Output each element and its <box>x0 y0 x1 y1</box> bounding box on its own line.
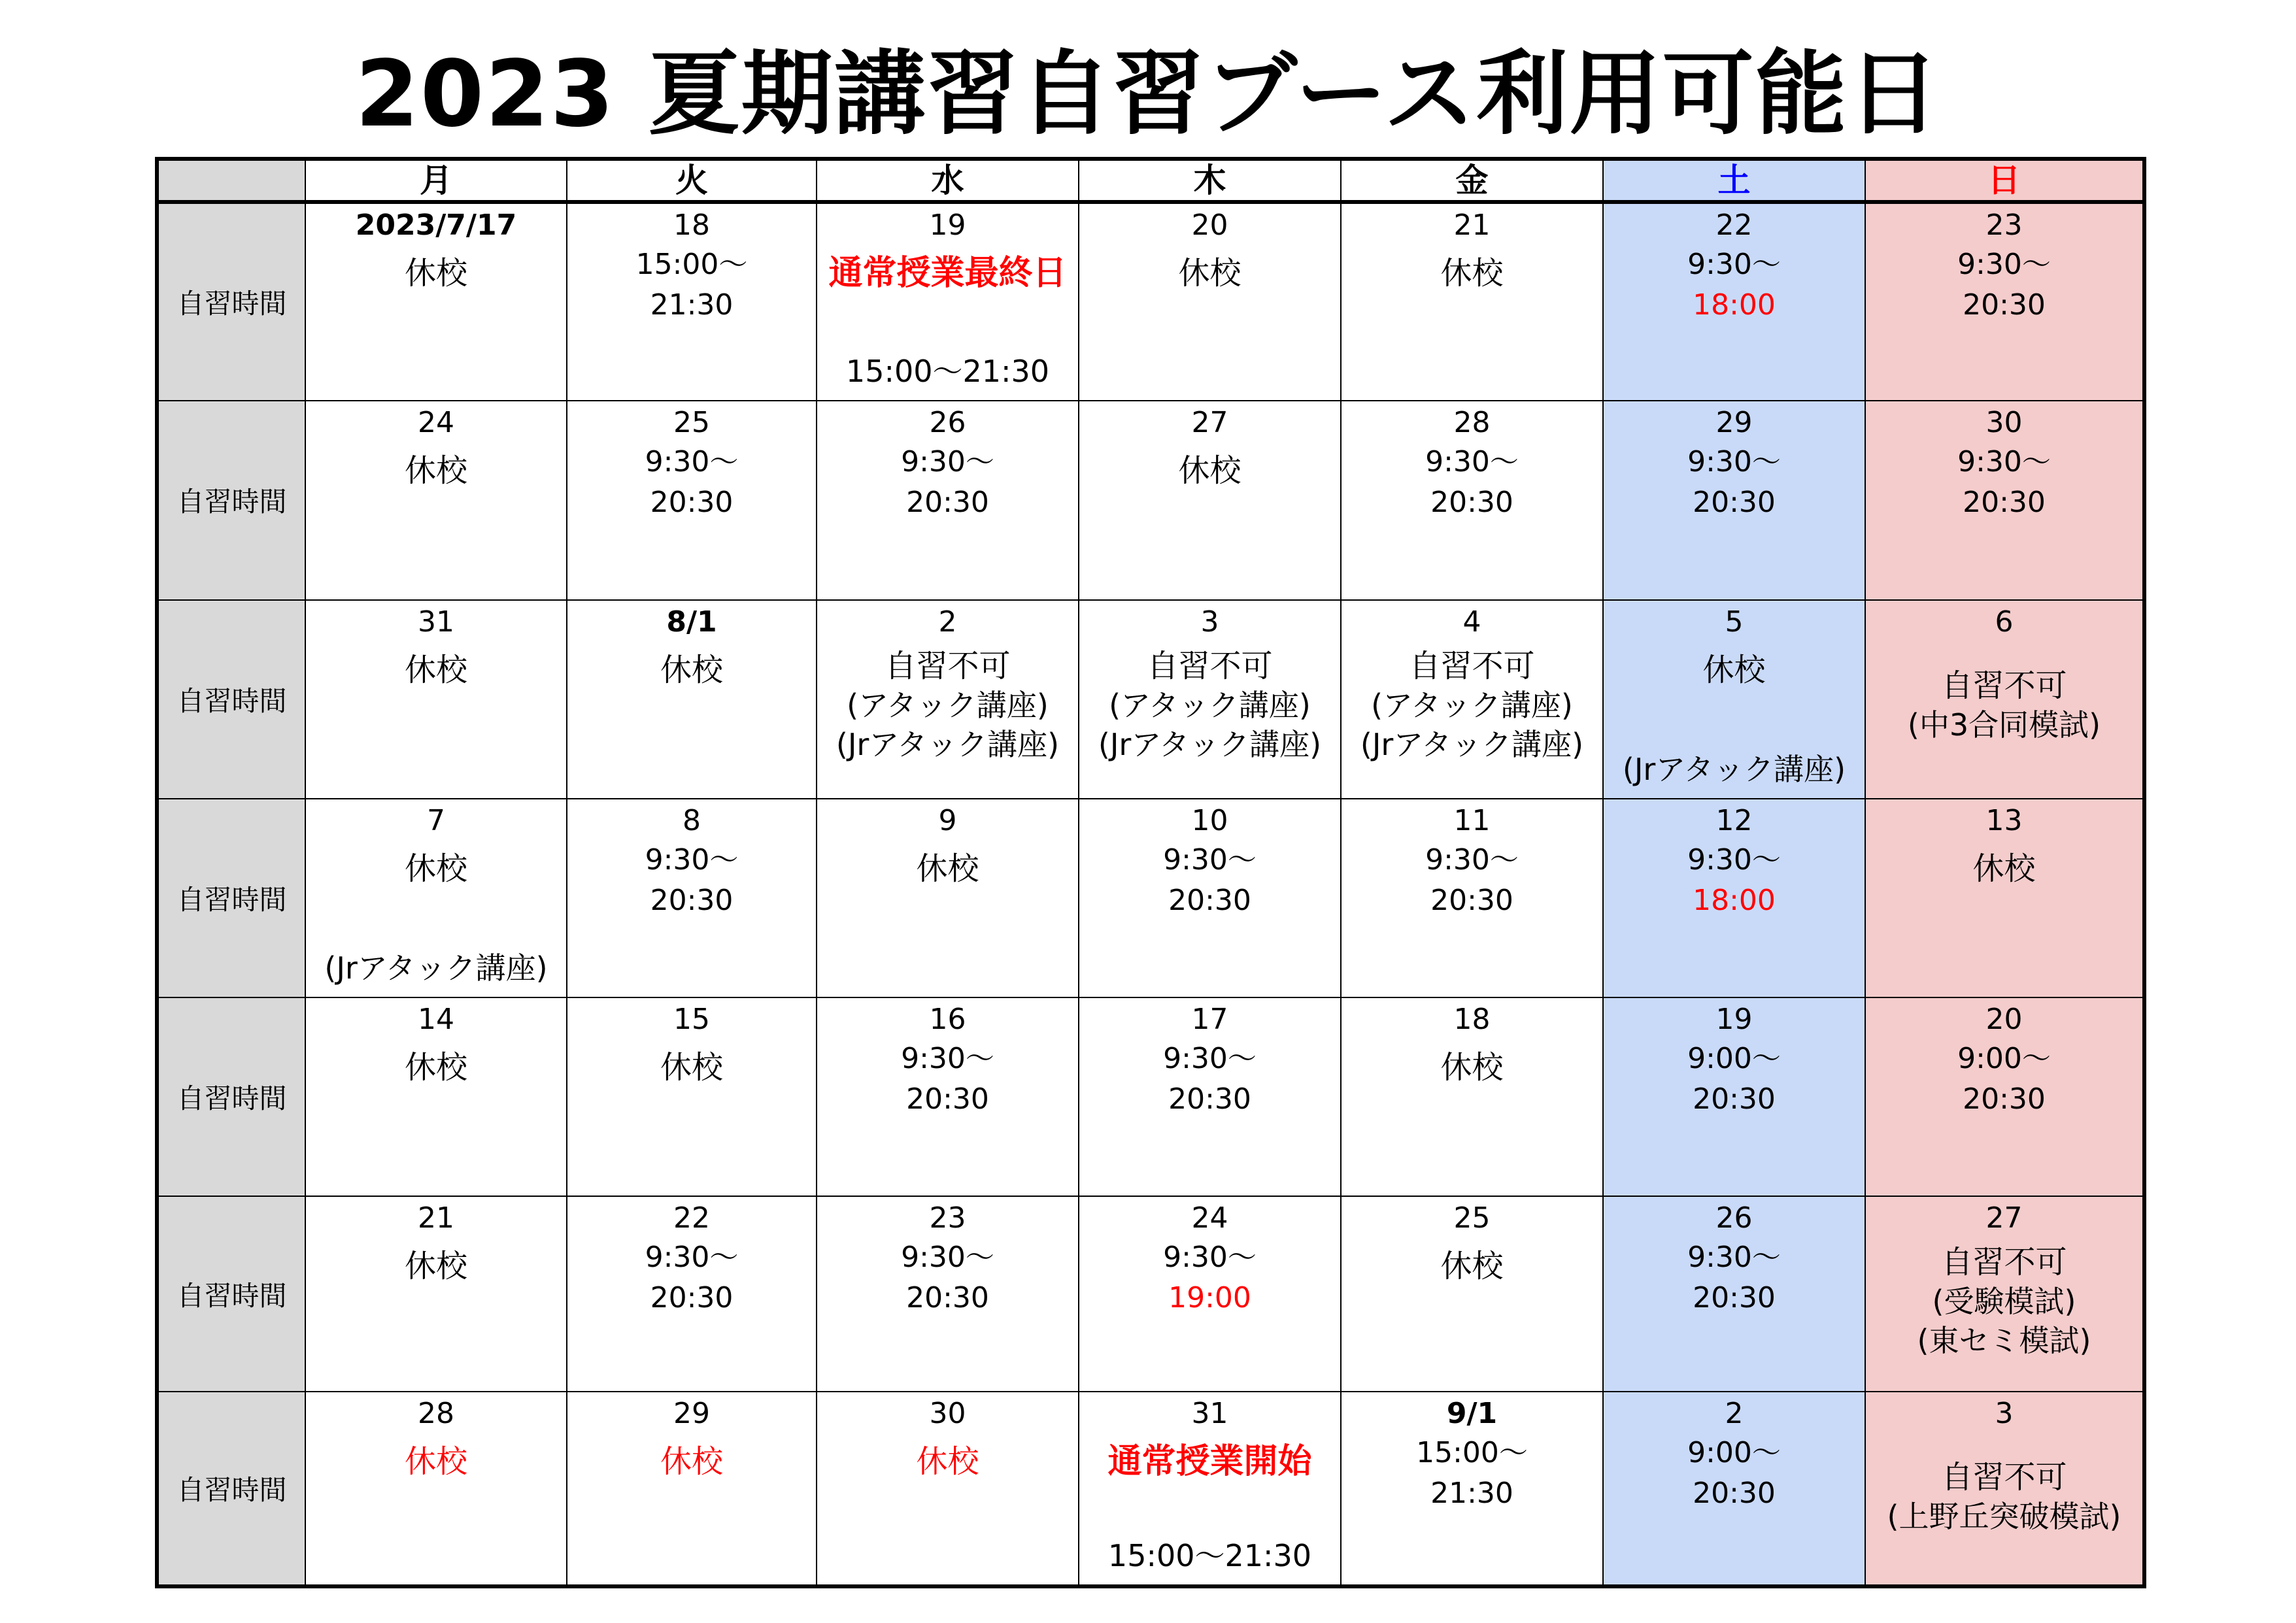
day-line: 自習不可 <box>885 647 1011 684</box>
day-date: 19 <box>929 209 966 242</box>
day-date: 18 <box>1453 1003 1491 1037</box>
day-status: 通常授業最終日 <box>828 254 1067 293</box>
day-date: 24 <box>1191 1201 1228 1235</box>
day-time: 15:00〜 <box>1416 1435 1528 1469</box>
day-line: (受験模試) <box>1932 1284 2076 1320</box>
day-date: 13 <box>1985 803 2023 837</box>
weekday-header-row <box>157 159 2144 202</box>
day-date: 5 <box>1725 605 1744 639</box>
day-cell <box>305 1392 567 1586</box>
day-time: 9:00〜 <box>1957 1042 2051 1076</box>
day-status: 休校 <box>916 1443 979 1480</box>
day-cell <box>1341 997 1603 1196</box>
day-cell <box>1341 799 1603 997</box>
day-line: 自習不可 <box>1941 667 2067 704</box>
day-time: 9:30〜 <box>1425 445 1519 479</box>
day-time: 15:00〜 <box>635 248 748 281</box>
day-status: 休校 <box>660 1049 723 1086</box>
day-date: 2 <box>938 605 957 639</box>
day-status: 休校 <box>404 452 467 490</box>
day-cell <box>817 799 1079 997</box>
weekday-sun: 日 <box>1865 159 2144 202</box>
day-status: 休校 <box>404 1443 467 1480</box>
day-date: 29 <box>1715 406 1753 440</box>
day-cell <box>1603 202 1865 401</box>
day-cell <box>1079 600 1341 799</box>
header-corner <box>157 159 305 202</box>
row-label: 自習時間 <box>157 997 305 1196</box>
week-row <box>157 799 2144 997</box>
day-date: 8/1 <box>666 605 717 639</box>
row-label: 自習時間 <box>157 202 305 401</box>
day-time: 9:30〜 <box>1425 843 1519 877</box>
day-date: 21 <box>1453 209 1491 242</box>
day-cell <box>1079 799 1341 997</box>
day-date: 16 <box>929 1003 966 1037</box>
day-date: 27 <box>1191 406 1228 440</box>
day-cell <box>817 600 1079 799</box>
day-time: 9:30〜 <box>1687 445 1781 479</box>
day-date: 14 <box>418 1003 454 1037</box>
day-cell <box>1341 1196 1603 1391</box>
day-time: 20:30 <box>650 486 734 520</box>
day-status: 休校 <box>404 1049 467 1086</box>
day-time: 20:30 <box>906 1281 989 1315</box>
day-time: 20:30 <box>1693 1281 1776 1315</box>
weekday-tue: 火 <box>567 159 817 202</box>
day-date: 11 <box>1453 803 1491 837</box>
day-time: 9:30〜 <box>645 445 739 479</box>
day-cell <box>305 799 567 997</box>
day-cell <box>1865 799 2144 997</box>
day-date: 3 <box>1200 605 1219 639</box>
day-time: 9:30〜 <box>901 1241 994 1275</box>
day-date: 26 <box>929 406 966 440</box>
day-date: 22 <box>1715 209 1753 242</box>
day-cell <box>567 401 817 599</box>
week-row <box>157 202 2144 401</box>
day-date: 19 <box>1715 1003 1753 1037</box>
week-row <box>157 401 2144 599</box>
day-status: 休校 <box>1440 1248 1504 1285</box>
day-status: 休校 <box>1972 850 2036 887</box>
day-cell <box>305 1196 567 1391</box>
day-cell <box>817 401 1079 599</box>
day-date: 24 <box>418 406 454 440</box>
day-date: 3 <box>1995 1396 2014 1430</box>
day-note: (Jrアタック講座) <box>1622 751 1846 787</box>
week-row <box>157 1392 2144 1586</box>
day-status: 休校 <box>1440 255 1504 292</box>
day-status: 休校 <box>916 850 979 887</box>
day-time: 20:30 <box>906 1082 989 1116</box>
day-note: 15:00〜21:30 <box>1107 1538 1312 1573</box>
day-date: 25 <box>673 406 710 440</box>
day-cell <box>1079 1196 1341 1391</box>
weekday-mon: 月 <box>305 159 567 202</box>
day-line: (上野丘突破模試) <box>1887 1498 2121 1534</box>
day-date: 21 <box>418 1201 454 1235</box>
day-line: (アタック講座) <box>1109 687 1311 723</box>
day-status: 休校 <box>404 1248 467 1285</box>
day-line: (東セミ模試) <box>1917 1323 2091 1359</box>
day-cell <box>1341 1392 1603 1586</box>
day-date: 25 <box>1453 1201 1491 1235</box>
day-status: 休校 <box>404 850 467 887</box>
day-time: 20:30 <box>1693 1082 1776 1116</box>
day-date: 7 <box>427 803 445 837</box>
day-cell <box>1603 1392 1865 1586</box>
day-date: 8 <box>683 803 701 837</box>
day-date: 6 <box>1995 605 2014 639</box>
day-cell <box>1603 401 1865 599</box>
day-date: 31 <box>1191 1396 1228 1430</box>
day-time: 9:30〜 <box>1163 843 1257 877</box>
day-cell <box>1341 600 1603 799</box>
day-date: 20 <box>1191 209 1228 242</box>
row-label: 自習時間 <box>157 1392 305 1586</box>
day-line: (中3合同模試) <box>1907 707 2101 743</box>
day-time: 19:00 <box>1168 1281 1251 1315</box>
day-time: 21:30 <box>1430 1476 1513 1510</box>
day-line: 自習不可 <box>1941 1458 2067 1496</box>
day-time: 9:30〜 <box>1163 1042 1257 1076</box>
weekday-thu: 木 <box>1079 159 1341 202</box>
day-status: 休校 <box>404 651 467 688</box>
week-row <box>157 600 2144 799</box>
day-status: 休校 <box>1178 255 1241 292</box>
day-time: 9:30〜 <box>901 1042 994 1076</box>
day-cell <box>1341 401 1603 599</box>
day-date: 26 <box>1715 1201 1753 1235</box>
day-status: 休校 <box>660 651 723 688</box>
day-status: 通常授業開始 <box>1107 1441 1312 1481</box>
day-cell <box>567 997 817 1196</box>
day-time: 20:30 <box>1693 1476 1776 1510</box>
day-time: 20:30 <box>906 486 989 520</box>
day-line: (アタック講座) <box>1371 687 1573 723</box>
day-cell <box>817 202 1079 401</box>
day-date: 29 <box>673 1396 710 1430</box>
day-date: 12 <box>1715 803 1753 837</box>
row-label: 自習時間 <box>157 600 305 799</box>
day-status: 休校 <box>1702 651 1766 688</box>
row-label: 自習時間 <box>157 401 305 599</box>
day-date: 9 <box>938 803 957 837</box>
day-time: 9:30〜 <box>645 843 739 877</box>
day-cell <box>1603 1196 1865 1391</box>
day-date: 22 <box>673 1201 710 1235</box>
day-cell <box>567 600 817 799</box>
day-time: 20:30 <box>650 1281 734 1315</box>
day-cell <box>1079 1392 1341 1586</box>
day-time: 20:30 <box>1963 1082 2046 1116</box>
day-line: 自習不可 <box>1409 647 1535 684</box>
day-time: 18:00 <box>1693 883 1776 917</box>
day-cell <box>817 997 1079 1196</box>
week-row <box>157 1196 2144 1391</box>
day-cell <box>1079 997 1341 1196</box>
day-cell <box>1865 202 2144 401</box>
day-cell <box>1865 997 2144 1196</box>
day-date: 9/1 <box>1446 1396 1498 1430</box>
day-note: 15:00〜21:30 <box>845 354 1050 390</box>
day-date: 15 <box>673 1003 710 1037</box>
day-date: 28 <box>1453 406 1491 440</box>
day-note: (Jrアタック講座) <box>324 950 548 986</box>
day-time: 9:00〜 <box>1687 1435 1781 1469</box>
day-time: 20:30 <box>650 883 734 917</box>
day-time: 9:30〜 <box>1687 248 1781 281</box>
day-cell <box>1603 997 1865 1196</box>
day-line: (Jrアタック講座) <box>1098 726 1322 762</box>
day-time: 9:00〜 <box>1687 1042 1781 1076</box>
day-cell <box>1865 401 2144 599</box>
day-time: 9:30〜 <box>1687 1241 1781 1275</box>
day-status: 休校 <box>1440 1049 1504 1086</box>
day-status: 休校 <box>1178 452 1241 490</box>
day-cell <box>305 202 567 401</box>
day-time: 20:30 <box>1430 883 1513 917</box>
day-cell <box>1865 600 2144 799</box>
day-cell <box>305 600 567 799</box>
day-date: 2 <box>1725 1396 1744 1430</box>
row-label: 自習時間 <box>157 799 305 997</box>
day-time: 20:30 <box>1693 486 1776 520</box>
day-cell <box>567 1392 817 1586</box>
day-cell <box>1603 600 1865 799</box>
day-date: 18 <box>673 209 710 242</box>
day-time: 20:30 <box>1430 486 1513 520</box>
day-time: 20:30 <box>1963 288 2046 322</box>
day-time: 9:30〜 <box>1687 843 1781 877</box>
row-label: 自習時間 <box>157 1196 305 1391</box>
day-time: 20:30 <box>1963 486 2046 520</box>
day-cell <box>817 1196 1079 1391</box>
day-date: 31 <box>418 605 454 639</box>
day-date: 28 <box>418 1396 454 1430</box>
page-title: 2023 夏期講習自習ブース利用可能日 <box>355 41 1941 148</box>
day-date: 10 <box>1191 803 1228 837</box>
day-time: 9:30〜 <box>1163 1241 1257 1275</box>
day-cell <box>817 1392 1079 1586</box>
day-time: 9:30〜 <box>1957 248 2051 281</box>
day-time: 18:00 <box>1693 288 1776 322</box>
day-time: 21:30 <box>650 288 734 322</box>
day-cell <box>1341 202 1603 401</box>
day-status: 休校 <box>660 1443 723 1480</box>
day-date: 23 <box>929 1201 966 1235</box>
day-time: 20:30 <box>1168 883 1251 917</box>
day-line: (Jrアタック講座) <box>836 726 1060 762</box>
day-time: 20:30 <box>1168 1082 1251 1116</box>
day-line: 自習不可 <box>1941 1244 2067 1281</box>
day-date: 30 <box>1985 406 2023 440</box>
day-cell <box>567 202 817 401</box>
day-time: 9:30〜 <box>645 1241 739 1275</box>
day-date: 17 <box>1191 1003 1228 1037</box>
schedule-table <box>155 157 2146 1588</box>
weekday-sat: 土 <box>1603 159 1865 202</box>
day-cell <box>305 997 567 1196</box>
weekday-wed: 水 <box>817 159 1079 202</box>
day-line: 自習不可 <box>1147 647 1273 684</box>
day-time: 9:30〜 <box>1957 445 2051 479</box>
day-date: 30 <box>929 1396 966 1430</box>
day-status: 休校 <box>404 255 467 292</box>
day-line: (アタック講座) <box>847 687 1049 723</box>
day-cell <box>1603 799 1865 997</box>
day-cell <box>305 401 567 599</box>
weekday-fri: 金 <box>1341 159 1603 202</box>
day-time: 9:30〜 <box>901 445 994 479</box>
day-date: 4 <box>1462 605 1481 639</box>
day-cell <box>1079 202 1341 401</box>
day-cell <box>1865 1196 2144 1391</box>
day-date: 2023/7/17 <box>355 209 517 242</box>
day-cell <box>1079 401 1341 599</box>
day-date: 20 <box>1985 1003 2023 1037</box>
week-row <box>157 997 2144 1196</box>
day-date: 27 <box>1985 1201 2023 1235</box>
day-cell <box>1865 1392 2144 1586</box>
day-line: (Jrアタック講座) <box>1360 726 1584 762</box>
day-cell <box>567 799 817 997</box>
day-cell <box>567 1196 817 1391</box>
day-date: 23 <box>1985 209 2023 242</box>
